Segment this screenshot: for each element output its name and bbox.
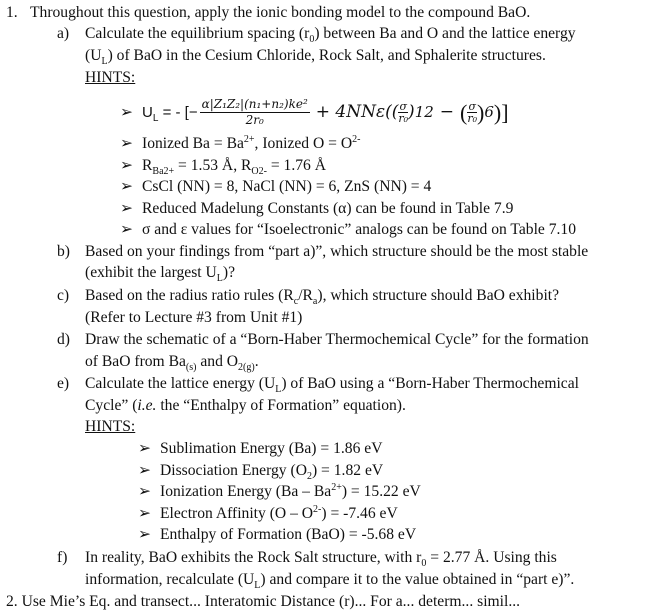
part-e-hint-5: ➢ Enthalpy of Formation (BaO) = -5.68 eV <box>138 526 417 543</box>
bullet-arrow-icon: ➢ <box>120 221 134 238</box>
part-a-line-2: $(U_L)$ of BaO in the Cesium Chloride, Rock Salt, and Sphalerite structures. <box>85 47 546 68</box>
part-c-line-2: (Refer to Lecture #3 from Unit #1) <box>85 309 303 326</box>
part-e-hint-4: ➢ Electron Affinity $(O - O^{2-}) = -7.46$ eV <box>138 503 398 522</box>
part-e-hint-3: ➢ Ionization Energy $(Ba - Ba^{2+}) = 15.22$ eV <box>138 481 421 500</box>
bullet-arrow-icon: ➢ <box>138 440 152 457</box>
part-e-letter: e) <box>57 375 70 392</box>
bullet-arrow-icon: ➢ <box>120 103 134 121</box>
bullet-arrow-icon: ➢ <box>138 483 152 500</box>
bullet-arrow-icon: ➢ <box>120 178 134 195</box>
bullet-arrow-icon: ➢ <box>138 462 152 479</box>
question-1-intro: Throughout this question, apply the ionic bonding model to the compound BaO. <box>30 4 531 21</box>
bullet-arrow-icon: ➢ <box>120 200 134 217</box>
part-a-hint-2: ➢ $R_{Ba2+} = 1.53$ Å, $R_{O2-} = 1.76$ Å <box>120 157 327 178</box>
bullet-arrow-icon: ➢ <box>138 526 152 543</box>
part-e-hint-1: ➢ Sublimation Energy (Ba) = 1.86 eV <box>138 440 383 457</box>
bullet-arrow-icon: ➢ <box>138 505 152 522</box>
lattice-energy-formula: ➢ $U_L$ = - [− $\frac{\text{α|Z₁Z₂|(n₁+n₂)ke²}}{\text{2r₀}}$ + 4NNε(( σ r₀ ) 12 − ( σ r₀ ) 6 )] <box>120 96 509 127</box>
bullet-arrow-icon: ➢ <box>120 135 134 152</box>
part-a-hint-4: ➢ Reduced Madelung Constants (α) can be found in Table 7.9 <box>120 200 514 217</box>
part-c-line-1: Based on the radius ratio rules $(R_c/R_a)$, which structure should BaO exhibit? <box>85 287 560 308</box>
part-d-line-1: Draw the schematic of a “Born-Haber Thermochemical Cycle” for the formation <box>85 331 589 348</box>
part-a-line-1: Calculate the equilibrium spacing $(r_0)$ between Ba and O and the lattice energy <box>85 25 576 46</box>
part-a-hint-5: ➢ σ and ε values for “Isoelectronic” analogs can be found on Table 7.10 <box>120 221 577 238</box>
part-a-hints-label: HINTS: <box>85 69 136 86</box>
part-f-line-2: information, recalculate $(U_L)$ and compare it to the value obtained in “part e)”. <box>85 571 575 592</box>
part-a-letter: a) <box>57 25 70 42</box>
formula-fraction: $\frac{\text{α|Z₁Z₂|(n₁+n₂)ke²}}{\text{2r₀}}$ <box>201 96 308 127</box>
part-e-hint-2: ➢ Dissociation Energy $(O_2) = 1.82$ eV <box>138 462 384 483</box>
part-c-letter: c) <box>57 287 70 304</box>
formula-lhs: $U_L$ = - [− <box>142 103 198 124</box>
part-d-letter: d) <box>57 331 70 348</box>
part-d-line-2: of BaO from $Ba_{(s)}$ and $O_{2(g)}$. <box>85 353 259 374</box>
part-b-line-2: (exhibit the largest $U_L$)? <box>85 264 236 285</box>
part-e-line-2: Cycle” (i.e. the “Enthalpy of Formation” equation). <box>85 397 406 414</box>
part-a-hint-3: ➢ CsCl (NN) = 8, NaCl (NN) = 6, ZnS (NN) = 4 <box>120 178 432 195</box>
part-b-letter: b) <box>57 243 70 260</box>
part-e-hints-label: HINTS: <box>85 418 136 435</box>
part-b-line-1: Based on your findings from “part a)”, which structure should be the most stable <box>85 243 589 260</box>
formula-sigma-ratio-1: σ r₀ <box>398 99 409 125</box>
formula-middle: + 4NNε(( <box>315 101 399 122</box>
formula-sigma-ratio-2: σ r₀ <box>467 99 478 125</box>
formula-close: )] <box>493 99 509 125</box>
part-f-line-1: In reality, BaO exhibits the Rock Salt structure, with $r_0 = 2.77$ Å. Using this <box>85 549 557 570</box>
part-e-line-1: Calculate the lattice energy $(U_L)$ of BaO using a “Born-Haber Thermochemical <box>85 375 579 396</box>
question-1-number: 1. <box>6 4 18 21</box>
part-f-letter: f) <box>57 549 68 566</box>
formula-minus: − <box>439 101 455 122</box>
part-a-hint-1: ➢ Ionized $Ba = Ba^{2+}$, Ionized $O = O^{2-}$ <box>120 133 361 152</box>
bullet-arrow-icon: ➢ <box>120 157 134 174</box>
question-2-partial: 2. Use Mie’s Eq. and transect... Interatomic Distance (r)... For a... determ... simil... <box>6 593 521 610</box>
